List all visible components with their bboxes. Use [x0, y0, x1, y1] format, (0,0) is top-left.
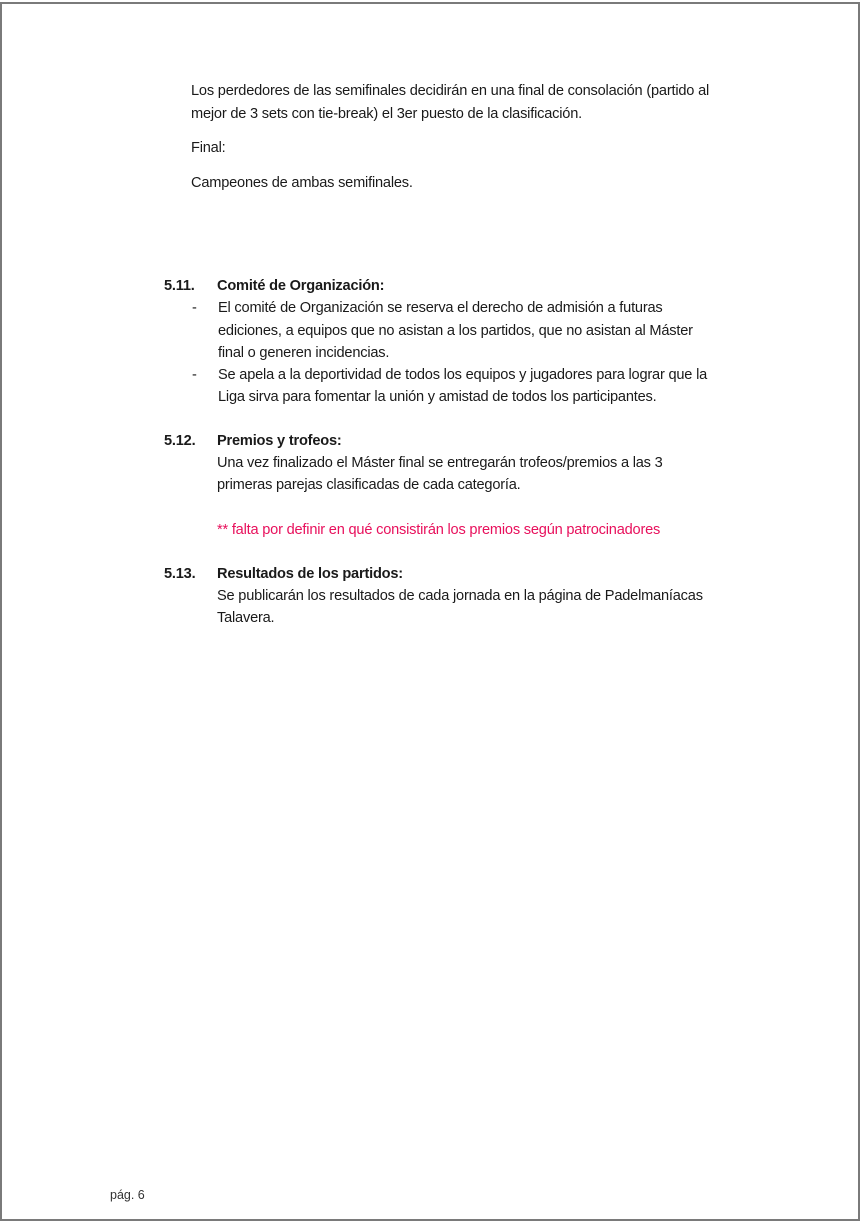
intro-paragraph-line-2: mejor de 3 sets con tie-break) el 3er puesto de la clasificación. — [191, 106, 582, 122]
resultados-line-1: Se publicarán los resultados de cada jornada en la página de Padelmaníacas — [217, 588, 703, 604]
bullet-1-line-3: final o generen incidencias. — [218, 345, 390, 361]
section-number-5-12: 5.12. — [164, 433, 196, 449]
final-text: Campeones de ambas semifinales. — [191, 175, 413, 191]
section-number-5-13: 5.13. — [164, 566, 196, 582]
section-title-comite: Comité de Organización: — [217, 278, 385, 294]
intro-paragraph-line-1: Los perdedores de las semifinales decidirán en una final de consolación (partido al — [191, 83, 710, 99]
bullet-1-line-2: ediciones, a equipos que no asistan a los partidos, que no asistan al Máster — [218, 323, 693, 339]
bullet-1-line-1: El comité de Organización se reserva el derecho de admisión a futuras — [218, 300, 663, 316]
page-number: pág. 6 — [110, 1188, 145, 1202]
bullet-2-line-1: Se apela a la deportividad de todos los equipos y jugadores para lograr que la — [218, 367, 708, 383]
bullet-marker: - — [192, 300, 197, 316]
resultados-line-2: Talavera. — [217, 610, 275, 626]
section-number-5-11: 5.11. — [164, 278, 195, 294]
premios-pending-note: ** falta por definir en qué consistirán los premios según patrocinadores — [217, 522, 661, 538]
section-title-premios: Premios y trofeos: — [217, 433, 342, 449]
section-title-resultados: Resultados de los partidos: — [217, 566, 403, 582]
bullet-2-line-2: Liga sirva para fomentar la unión y amistad de todos los participantes. — [218, 389, 657, 405]
bullet-marker: - — [192, 367, 197, 383]
final-label: Final: — [191, 140, 226, 156]
premios-line-1: Una vez finalizado el Máster final se entregarán trofeos/premios a las 3 — [217, 455, 663, 471]
premios-line-2: primeras parejas clasificadas de cada categoría. — [217, 477, 521, 493]
document-page — [0, 2, 860, 1221]
